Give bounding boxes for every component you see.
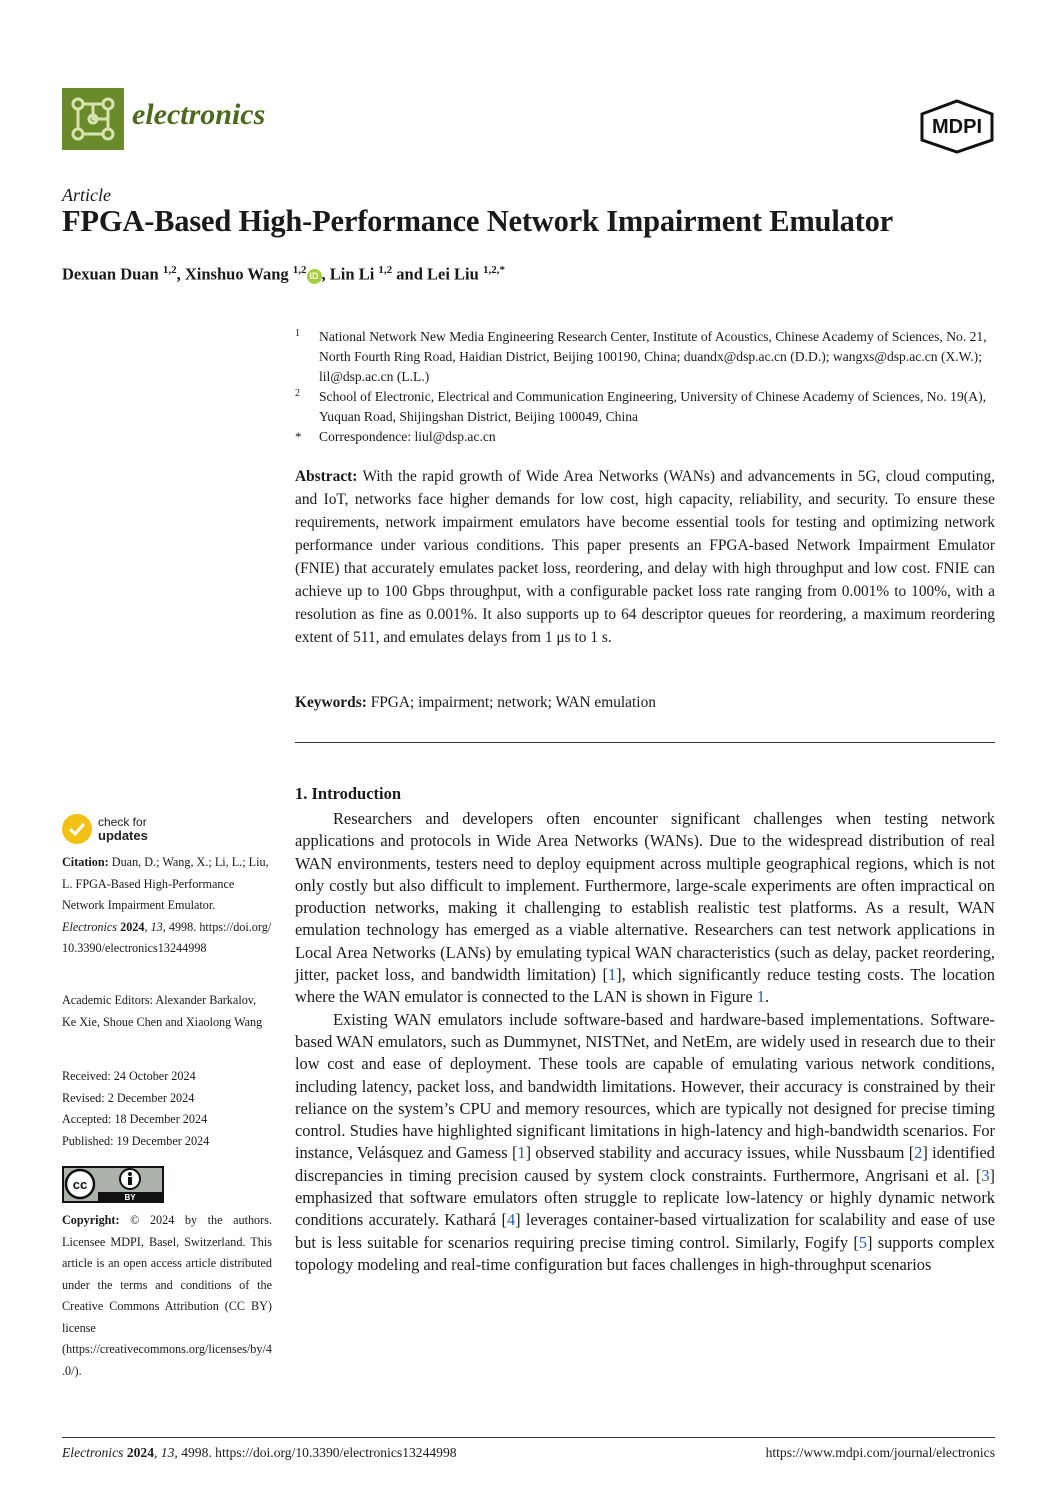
paragraph-text: ] identified discrepancies in timing precision caused by system clock constraints. Furthermore, Angrisani et al. [: [295, 1143, 995, 1185]
check-updates-line2: updates: [98, 828, 148, 843]
citation-link[interactable]: 1: [517, 1143, 526, 1163]
citation-link[interactable]: 1: [756, 987, 765, 1007]
copyright-text: © 2024 by the authors. Licensee MDPI, Basel, Switzerland. This article is an open access article distributed under the terms and conditions of the Creative Commons Attribution (CC BY) license (https://creativecommons.org/licenses/by/4.0/).: [62, 1213, 272, 1378]
footer-doi[interactable]: , 4998. https://doi.org/10.3390/electronics13244998: [174, 1445, 457, 1460]
paragraph-text: ] observed stability and accuracy issues, while Nussbaum [: [525, 1143, 915, 1163]
citation-volume: 13: [150, 919, 163, 934]
paragraph: [295, 1009, 995, 1277]
journal-name: electronics: [132, 98, 266, 131]
mdpi-logo-icon: [918, 98, 996, 154]
cc-text: cc: [72, 1177, 88, 1192]
body-text: [295, 808, 995, 1276]
footer-citation: Electronics 2024, 13, 4998. https://doi.org/10.3390/electronics13244998: [62, 1445, 457, 1460]
affiliation-text: School of Electronic, Electrical and Communication Engineering, University of Chinese Academy of Sciences, No. 19(A), Yuquan Road, Shijingshan District, Beijing 100049, China: [319, 389, 987, 424]
paragraph-text: Researchers and developers often encounter significant challenges when testing network applications and protocols in Wide Area Networks (WANs). Due to the widespread distribution of real WAN environments, testers need to deploy equipment across multiple geographical regions, which is not only costly but also difficult to implement. Furthermore, large-scale experiments are often impractical on production networks, making it challenging to establish realistic test platforms. As a result, WAN emulation technology has emerged as a viable alternative. Researchers can test network applications in Local Area Networks (LANs) by emulating typical WAN characteristics (such as delay, packet reordering, jitter, packet loss, and bandwidth limitation) [: [295, 809, 995, 985]
paragraph-text: ], which significantly reduce testing costs. The location where the WAN emulator is connected to the LAN is shown in Figure: [295, 965, 995, 1007]
affiliation-item: [295, 327, 1000, 387]
author-affil-sup: 1,2,*: [482, 264, 505, 276]
abstract: [295, 465, 995, 649]
academic-editors: Academic Editors: Alexander Barkalov, Ke Xie, Shoue Chen and Xiaolong Wang: [62, 993, 263, 1029]
citation-link[interactable]: 5: [858, 1232, 867, 1252]
dates-block: [62, 1066, 272, 1152]
affiliation-item: [295, 387, 1000, 427]
footer-divider: [62, 1437, 995, 1438]
abstract-text: With the rapid growth of Wide Area Networks (WANs) and advancements in 5G, cloud computing, and IoT, networks face higher demands for low cost, high capacity, reliability, and security. To ensure these requirements, network impairment emulators have become essential tools for testing and optimizing network performance under various conditions. This paper presents an FPGA-based Network Impairment Emulator (FNIE) that accurately emulates packet loss, reordering, and delay with high throughput and low cost. FNIE can achieve up to 100 Gbps throughput, with a configurable packet loss rate ranging from 0.001% to 100%, with a resolution as fine as 0.001%. It also supports up to 64 descriptor queues for reordering, a maximum reordering extent of 511, and emulates delays from 1 μs to 1 s.: [295, 468, 995, 646]
author-list: [62, 264, 505, 285]
author-affil-sup: 1,2: [292, 264, 307, 276]
abstract-label: Abstract:: [295, 468, 358, 485]
paper-title: FPGA-Based High-Performance Network Impairment Emulator: [62, 204, 893, 238]
date-accepted: Accepted: 18 December 2024: [62, 1112, 208, 1126]
paragraph-text: Existing WAN emulators include software-based and hardware-based implementations. Software-based WAN emulators, such as Dummynet, NISTNet, and NetEm, are widely used in research due to their low cost and ease of deployment. These tools are capable of emulating various network conditions, including latency, packet loss, and bandwidth limitations. However, their accuracy is constrained by their reliance on the system’s CPU and memory resources, which are typically not designed for precise timing control. Studies have highlighted significant limitations in high-latency and high-bandwidth scenarios. For instance, Velásquez and Gamess [: [295, 1009, 995, 1163]
footer-journal-url[interactable]: https://www.mdpi.com/journal/electronics: [765, 1445, 995, 1460]
author[interactable]: Lei Liu: [427, 264, 479, 284]
paragraph-text: ] emphasized that software emulators often struggle to replicate low-latency or highly dynamic network conditions accurately. Kathará [: [295, 1165, 995, 1230]
date-received: Received: 24 October 2024: [62, 1069, 196, 1083]
affiliation-marker: 1: [295, 328, 300, 339]
citation-doi[interactable]: , 4998. https://doi.org/10.3390/electronics13244998: [62, 919, 272, 955]
keywords-label: Keywords:: [295, 694, 367, 711]
affiliations: [295, 327, 1000, 447]
author-separator: ,: [321, 264, 330, 284]
paragraph: [295, 808, 995, 1009]
citation-link[interactable]: 2: [914, 1143, 923, 1163]
footer-volume: 13: [160, 1445, 175, 1460]
citation-text: Duan, D.; Wang, X.; Li, L.; Liu, L. FPGA-Based High-Performance Network Impairment Emulator.: [62, 855, 269, 912]
author-separator: and: [392, 264, 428, 284]
mdpi-logo-text: MDPI: [932, 116, 982, 138]
paragraph-text: ] supports complex topology modeling and real-time configuration but faces challenges in high-throughput scenarios: [295, 1232, 995, 1274]
by-text: BY: [124, 1193, 136, 1202]
check-updates-icon: [62, 814, 92, 844]
author[interactable]: Xinshuo Wang: [184, 264, 289, 284]
citation-link[interactable]: 3: [981, 1165, 990, 1185]
affiliation-marker: 2: [295, 388, 300, 399]
citation-label: Citation:: [62, 855, 109, 869]
date-published: Published: 19 December 2024: [62, 1133, 210, 1148]
section-heading: 1. Introduction: [295, 784, 402, 803]
check-updates-line1: check for: [98, 815, 147, 829]
author-affil-sup: 1,2: [162, 264, 177, 276]
orcid-icon[interactable]: iD: [307, 269, 322, 284]
citation-link[interactable]: 4: [506, 1210, 516, 1230]
affiliation-text: National Network New Media Engineering Research Center, Institute of Acoustics, Chinese Academy of Sciences, No. 21, North Fourth Ring Road, Haidian District, Beijing 100190, China; duandx@dsp.ac.cn (D.D.); wangxs@dsp.ac.cn (X.W.); lil@dsp.ac.cn (L.L.): [319, 329, 987, 384]
citation-block: Citation: Duan, D.; Wang, X.; Li, L.; Liu, L. FPGA-Based High-Performance Network Impairment Emulator. Electronics 2024, 13, 4998. https://doi.org/10.3390/electronics13244998: [62, 855, 272, 955]
affiliation-marker: *: [295, 429, 302, 444]
footer-year: 2024: [126, 1445, 154, 1460]
affiliation-item: [295, 427, 1000, 447]
keywords: [295, 694, 995, 712]
cc-by-license-icon[interactable]: [62, 1166, 164, 1203]
correspondence-text: Correspondence: liul@dsp.ac.cn: [319, 429, 496, 444]
citation-link[interactable]: 1: [607, 965, 617, 985]
article-type: Article: [62, 185, 111, 205]
copyright-label: Copyright:: [62, 1213, 120, 1227]
date-revised: Revised: 2 December 2024: [62, 1090, 195, 1105]
journal-logo-icon: [62, 88, 124, 150]
author[interactable]: Lin Li: [329, 264, 375, 284]
paragraph-text: ] leverages container-based virtualization for scalability and ease of use but is less suitable for scenarios requiring precise timing control. Similarly, Fogify [: [295, 1210, 995, 1252]
check-for-updates-button[interactable]: [62, 814, 148, 844]
divider: [295, 742, 995, 743]
keywords-text: FPGA; impairment; network; WAN emulation: [370, 694, 656, 711]
citation-year: 2024: [120, 919, 145, 934]
paragraph-text: .: [764, 987, 770, 1007]
citation-journal: Electronics: [62, 919, 118, 934]
author-affil-sup: 1,2: [378, 264, 393, 276]
footer-journal: Electronics: [62, 1445, 124, 1460]
corresponding-star: *: [499, 264, 505, 276]
author[interactable]: Dexuan Duan: [62, 264, 159, 284]
copyright-block: [62, 1210, 272, 1382]
author-separator: ,: [176, 264, 185, 284]
